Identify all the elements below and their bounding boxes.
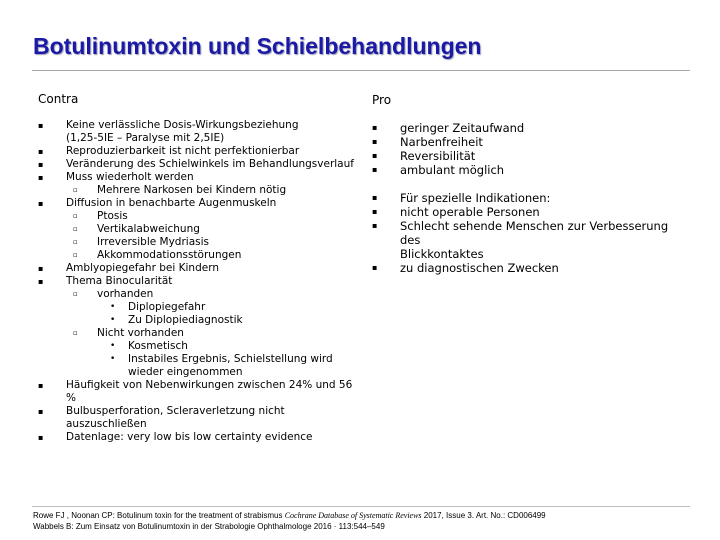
list-item-text: Narbenfreiheit xyxy=(400,135,483,149)
list-item-text: Muss wiederholt werden xyxy=(66,171,194,183)
list-item-text: Mehrere Narkosen bei Kindern nötig xyxy=(97,184,287,196)
contra-column xyxy=(38,93,358,444)
list-item xyxy=(38,223,358,236)
list-item-text: Vertikalabweichung xyxy=(97,223,200,235)
list-item-text: Nicht vorhanden xyxy=(97,327,184,339)
list-item xyxy=(372,219,692,261)
list-item-text: Kosmetisch xyxy=(128,340,188,352)
list-item-text: Instabiles Ergebnis, Schielstellung wird xyxy=(128,353,333,365)
reference-1-details: 2017, Issue 3. Art. No.: CD006499 xyxy=(423,511,546,520)
list-item-text: Reproduzierbarkeit ist nicht perfektionierbar xyxy=(66,145,300,157)
list-item-text: Akkommodationsstörungen xyxy=(97,249,242,261)
list-item-text: Thema Binocularität xyxy=(66,275,173,287)
list-item-text: Veränderung des Schielwinkels im Behandlungsverlauf xyxy=(66,158,354,170)
list-item-text: Datenlage: very low bis low certainty evidence xyxy=(66,431,313,443)
list-item-continuation: (1,25-5IE – Paralyse mit 2,5IE) xyxy=(66,132,225,144)
contra-heading: Contra xyxy=(38,92,79,106)
list-item xyxy=(38,327,358,340)
reference-1 xyxy=(33,510,693,521)
list-item-text: Schlecht sehende Menschen zur Verbesserung des xyxy=(400,219,669,247)
list-item-text: Diffusion in benachbarte Augenmuskeln xyxy=(66,197,277,209)
list-item xyxy=(38,431,358,444)
list-item xyxy=(38,288,358,301)
list-item-text: nicht operable Personen xyxy=(400,205,540,219)
references xyxy=(33,510,693,532)
list-item-text: Für spezielle Indikationen: xyxy=(400,191,551,205)
list-item-text: Häufigkeit von Nebenwirkungen zwischen 24% und 56 % xyxy=(66,379,353,404)
slide-title: Botulinumtoxin und Schielbehandlungen xyxy=(33,33,482,59)
pro-heading: Pro xyxy=(372,93,392,107)
list-item-text: geringer Zeitaufwand xyxy=(400,121,525,135)
list-item xyxy=(38,236,358,249)
reference-1-text: Rowe FJ , Noonan CP: Botulinum toxin for the treatment of strabismus xyxy=(33,511,283,520)
list-item-continuation: Blickkontaktes xyxy=(400,247,484,261)
list-item-text: Bulbusperforation, Scleraverletzung nicht auszuschließen xyxy=(66,405,285,430)
contra-list xyxy=(38,119,358,444)
list-item xyxy=(38,301,358,314)
list-item-text: Reversibilität xyxy=(400,149,476,163)
list-item xyxy=(372,121,692,135)
list-item xyxy=(38,197,358,210)
list-item xyxy=(38,171,358,184)
list-item xyxy=(38,158,358,171)
list-item-text: Keine verlässliche Dosis-Wirkungsbeziehung xyxy=(66,119,299,131)
list-spacer xyxy=(372,177,692,191)
list-item-text: Zu Diplopiediagnostik xyxy=(128,314,243,326)
reference-1-journal: Cochrane Database of Systematic Reviews xyxy=(284,511,422,520)
list-item xyxy=(372,261,692,275)
list-item-text: ambulant möglich xyxy=(400,163,505,177)
list-item xyxy=(372,191,692,205)
list-item xyxy=(372,163,692,177)
list-item-continuation: wieder eingenommen xyxy=(128,366,243,378)
pro-list-secondary xyxy=(372,191,692,275)
list-item-text: vorhanden xyxy=(97,288,154,300)
list-item-text: Ptosis xyxy=(97,210,128,222)
list-item-text: Diplopiegefahr xyxy=(128,301,206,313)
title-divider xyxy=(32,70,690,71)
list-item xyxy=(372,149,692,163)
list-item xyxy=(372,135,692,149)
list-item xyxy=(38,275,358,288)
list-item xyxy=(38,379,358,405)
list-item-text: Irreversible Mydriasis xyxy=(97,236,209,248)
list-item xyxy=(38,340,358,353)
reference-2: Wabbels B: Zum Einsatz von Botulinumtoxin in der Strabologie Ophthalmologe 2016 · 113:544–549 xyxy=(33,522,385,531)
list-item xyxy=(38,314,358,327)
list-item xyxy=(38,145,358,158)
list-item xyxy=(372,205,692,219)
list-item xyxy=(38,119,358,145)
list-item-text: Amblyopiegefahr bei Kindern xyxy=(66,262,219,274)
list-item xyxy=(38,353,358,379)
list-item xyxy=(38,184,358,197)
list-item xyxy=(38,262,358,275)
list-item xyxy=(38,405,358,431)
list-item xyxy=(38,249,358,262)
list-item xyxy=(38,210,358,223)
footer-divider xyxy=(32,506,690,507)
pro-column xyxy=(372,93,692,275)
list-item-text: zu diagnostischen Zwecken xyxy=(400,261,559,275)
pro-list-primary xyxy=(372,121,692,177)
